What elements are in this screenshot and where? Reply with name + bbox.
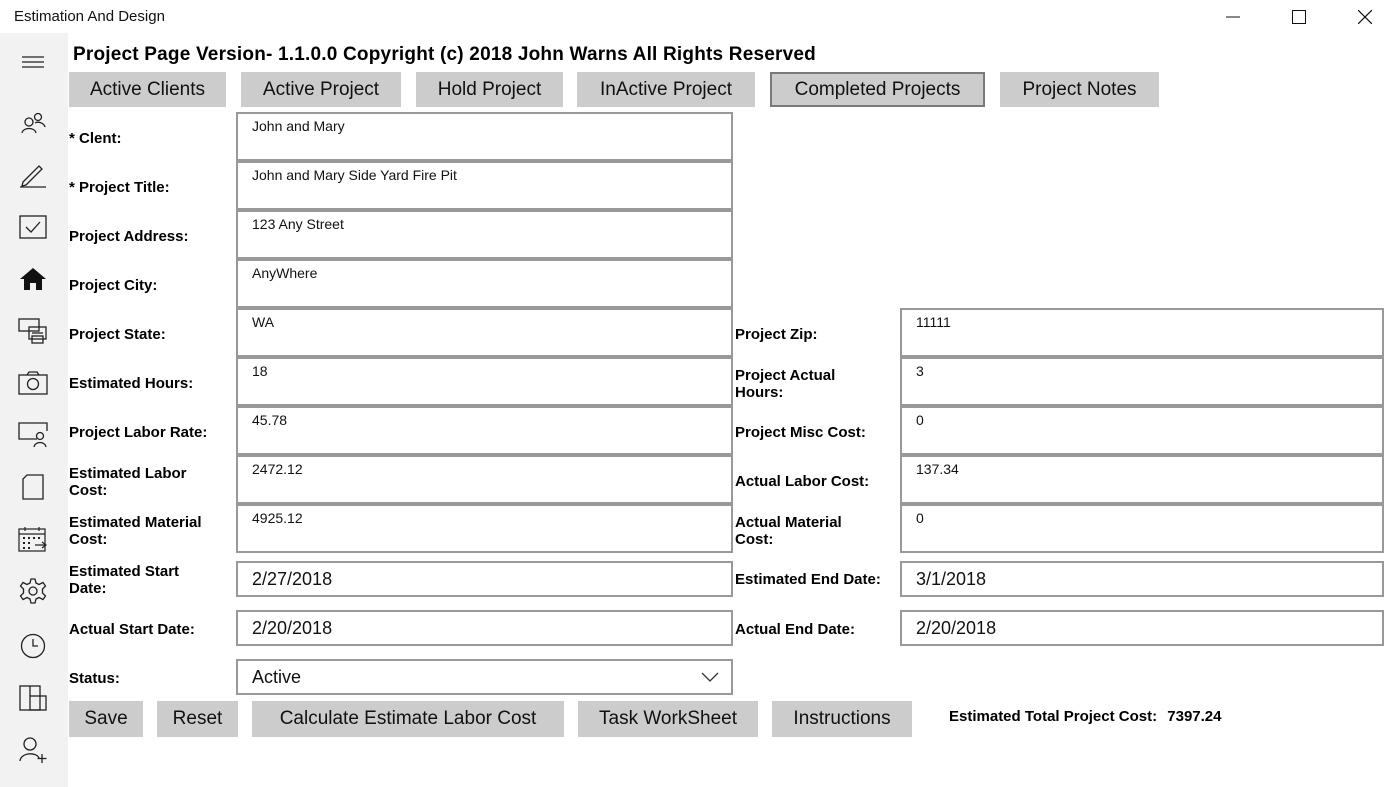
actual-material-cost-input[interactable]: 0 (900, 504, 1384, 553)
actual-labor-cost-input[interactable]: 137.34 (900, 455, 1384, 504)
save-button[interactable]: Save (69, 701, 143, 737)
project-zip-input[interactable]: 11111 (900, 308, 1384, 357)
actual-hours-label: Project Actual Hours: (735, 367, 836, 401)
estimated-hours-label: Estimated Hours: (69, 375, 194, 392)
add-user-icon[interactable] (14, 731, 52, 769)
total-cost-label: Estimated Total Project Cost: (949, 708, 1158, 725)
maximize-icon (1292, 10, 1306, 24)
sidebar (0, 33, 68, 787)
client-input[interactable]: John and Mary (236, 112, 733, 161)
project-city-input[interactable]: AnyWhere (236, 259, 733, 308)
project-address-input[interactable]: 123 Any Street (236, 210, 733, 259)
actual-hours-input[interactable]: 3 (900, 357, 1384, 406)
client-label: * Clent: (69, 130, 122, 147)
menu-icon[interactable] (14, 43, 52, 81)
labor-rate-label: Project Labor Rate: (69, 424, 208, 441)
tab-project-notes[interactable]: Project Notes (1000, 72, 1159, 107)
people-icon[interactable] (14, 104, 52, 142)
project-title-label: * Project Title: (69, 179, 170, 196)
tab-completed-projects[interactable]: Completed Projects (770, 72, 985, 107)
estimated-end-date-input[interactable]: 3/1/2018 (900, 561, 1384, 597)
project-address-label: Project Address: (69, 228, 189, 245)
minimize-icon (1226, 10, 1240, 24)
project-state-label: Project State: (69, 326, 166, 343)
estimated-end-date-label: Estimated End Date: (735, 571, 881, 588)
page-title: Project Page Version- 1.1.0.0 Copyright (c) 2018 John Warns All Rights Reserved (73, 44, 816, 65)
close-icon (1358, 10, 1372, 24)
status-label: Status: (69, 670, 120, 687)
status-select[interactable] (236, 659, 733, 695)
tab-active-project[interactable]: Active Project (241, 72, 401, 107)
estimated-start-date-input[interactable]: 2/27/2018 (236, 561, 733, 597)
estimated-labor-cost-input[interactable]: 2472.12 (236, 455, 733, 504)
tab-hold-project[interactable]: Hold Project (416, 72, 563, 107)
estimated-material-cost-label: Estimated Material Cost: (69, 514, 202, 548)
checkbox-icon[interactable] (14, 208, 52, 246)
camera-icon[interactable] (14, 364, 52, 402)
actual-end-date-label: Actual End Date: (735, 621, 856, 638)
tab-active-clients[interactable]: Active Clients (69, 72, 226, 107)
clock-icon[interactable] (14, 627, 52, 665)
project-state-input[interactable]: WA (236, 308, 733, 357)
labor-rate-input[interactable]: 45.78 (236, 406, 733, 455)
project-city-label: Project City: (69, 277, 158, 294)
actual-start-date-label: Actual Start Date: (69, 621, 195, 638)
app-title: Estimation And Design (14, 8, 165, 25)
misc-cost-label: Project Misc Cost: (735, 424, 866, 441)
calculate-labor-cost-button[interactable]: Calculate Estimate Labor Cost (252, 701, 564, 737)
minimize-button[interactable] (1200, 0, 1266, 33)
total-cost-value: 7397.24 (1167, 708, 1222, 725)
home-icon[interactable] (14, 260, 52, 298)
project-zip-label: Project Zip: (735, 326, 818, 343)
title-bar (0, 0, 1399, 33)
estimated-hours-input[interactable]: 18 (236, 357, 733, 406)
estimated-labor-cost-label: Estimated Labor Cost: (69, 465, 187, 499)
instructions-button[interactable]: Instructions (772, 701, 912, 737)
status-value: Active (252, 666, 302, 687)
estimated-material-cost-input[interactable]: 4925.12 (236, 504, 733, 553)
close-button[interactable] (1332, 0, 1398, 33)
actual-end-date-input[interactable]: 2/20/2018 (900, 610, 1384, 646)
actual-start-date-input[interactable]: 2/20/2018 (236, 610, 733, 646)
calendar-icon[interactable] (14, 520, 52, 558)
project-title-input[interactable]: John and Mary Side Yard Fire Pit (236, 161, 733, 210)
misc-cost-input[interactable]: 0 (900, 406, 1384, 455)
page-icon[interactable] (14, 468, 52, 506)
chevron-down-icon (701, 672, 719, 682)
pen-icon[interactable] (14, 156, 52, 194)
tab-inactive-project[interactable]: InActive Project (577, 72, 755, 107)
printer-icon[interactable] (14, 312, 52, 350)
contact-card-icon[interactable] (14, 416, 52, 454)
maximize-button[interactable] (1266, 0, 1332, 33)
gear-icon[interactable] (14, 572, 52, 610)
estimated-start-date-label: Estimated Start Date: (69, 563, 180, 597)
total-cost-summary (949, 708, 1222, 725)
actual-material-cost-label: Actual Material Cost: (735, 514, 842, 548)
task-worksheet-button[interactable]: Task WorkSheet (578, 701, 758, 737)
reset-button[interactable]: Reset (157, 701, 238, 737)
actual-labor-cost-label: Actual Labor Cost: (735, 473, 870, 490)
layout-icon[interactable] (14, 679, 52, 717)
